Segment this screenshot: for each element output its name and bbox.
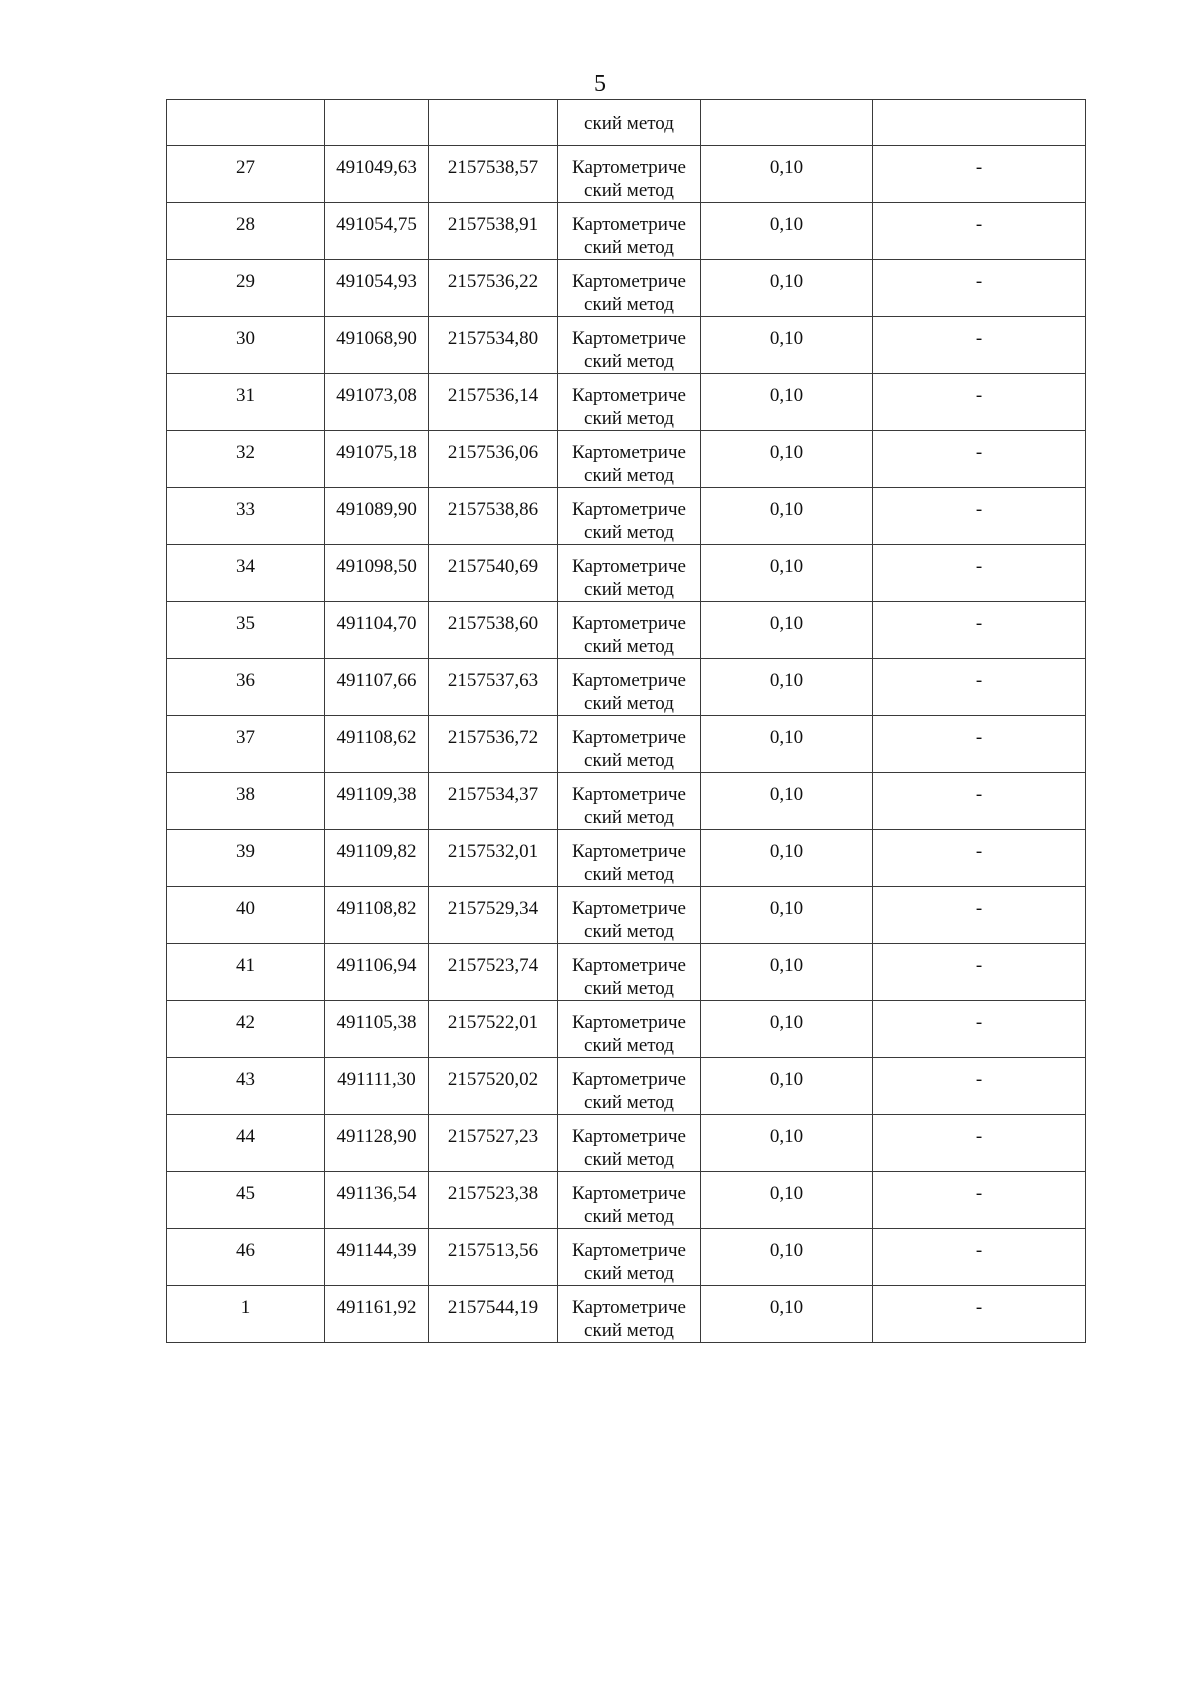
x-coordinate-cell: 491108,62 — [325, 716, 429, 773]
note-cell: - — [873, 1058, 1086, 1115]
method-text-line-2: ский метод — [584, 807, 674, 828]
note-cell: - — [873, 944, 1086, 1001]
method-cell — [558, 1001, 701, 1058]
y-coordinate-cell: 2157536,06 — [429, 431, 558, 488]
method-text-line-2: ский метод — [584, 294, 674, 315]
method-text-line-1: Картометриче — [572, 898, 686, 919]
point-number-cell: 40 — [167, 887, 325, 944]
note-cell: - — [873, 1172, 1086, 1229]
x-coordinate-cell: 491161,92 — [325, 1286, 429, 1343]
point-number-cell: 27 — [167, 146, 325, 203]
method-cell — [558, 317, 701, 374]
x-coordinate-cell: 491068,90 — [325, 317, 429, 374]
accuracy-cell: 0,10 — [701, 944, 873, 1001]
x-coordinate-cell: 491104,70 — [325, 602, 429, 659]
method-text-line-1: Картометриче — [572, 385, 686, 406]
method-text-line-1: Картометриче — [572, 1183, 686, 1204]
accuracy-cell: 0,10 — [701, 887, 873, 944]
table-row — [167, 602, 1086, 659]
x-coordinate-cell: 491073,08 — [325, 374, 429, 431]
x-coordinate-cell: 491089,90 — [325, 488, 429, 545]
method-text-line-1: Картометриче — [572, 1297, 686, 1318]
method-cell — [558, 602, 701, 659]
point-number-cell: 43 — [167, 1058, 325, 1115]
method-text-line-2: ский метод — [584, 351, 674, 372]
y-coordinate-cell: 2157538,60 — [429, 602, 558, 659]
accuracy-cell: 0,10 — [701, 545, 873, 602]
y-coordinate-cell: 2157538,57 — [429, 146, 558, 203]
table-row — [167, 488, 1086, 545]
table-row — [167, 887, 1086, 944]
x-coordinate-cell: 491108,82 — [325, 887, 429, 944]
method-text-line-2: ский метод — [584, 113, 674, 134]
point-number-cell: 42 — [167, 1001, 325, 1058]
point-number-cell: 28 — [167, 203, 325, 260]
method-text-line-2: ский метод — [584, 408, 674, 429]
x-coordinate-cell — [325, 100, 429, 146]
note-cell: - — [873, 773, 1086, 830]
accuracy-cell: 0,10 — [701, 317, 873, 374]
y-coordinate-cell: 2157538,86 — [429, 488, 558, 545]
accuracy-cell: 0,10 — [701, 1172, 873, 1229]
accuracy-cell: 0,10 — [701, 374, 873, 431]
accuracy-cell — [701, 100, 873, 146]
accuracy-cell: 0,10 — [701, 773, 873, 830]
method-text-line-1: Картометриче — [572, 1126, 686, 1147]
method-cell — [558, 830, 701, 887]
note-cell: - — [873, 374, 1086, 431]
method-cell — [558, 488, 701, 545]
method-cell — [558, 1229, 701, 1286]
x-coordinate-cell: 491107,66 — [325, 659, 429, 716]
point-number-cell: 34 — [167, 545, 325, 602]
x-coordinate-cell: 491136,54 — [325, 1172, 429, 1229]
accuracy-cell: 0,10 — [701, 1115, 873, 1172]
method-text-line-2: ский метод — [584, 465, 674, 486]
y-coordinate-cell: 2157523,74 — [429, 944, 558, 1001]
accuracy-cell: 0,10 — [701, 203, 873, 260]
x-coordinate-cell: 491049,63 — [325, 146, 429, 203]
table-row — [167, 374, 1086, 431]
point-number-cell: 1 — [167, 1286, 325, 1343]
accuracy-cell: 0,10 — [701, 146, 873, 203]
note-cell: - — [873, 1286, 1086, 1343]
table-row — [167, 203, 1086, 260]
point-number-cell: 37 — [167, 716, 325, 773]
method-text-line-1: Картометриче — [572, 499, 686, 520]
method-cell — [558, 100, 701, 146]
note-cell: - — [873, 317, 1086, 374]
note-cell: - — [873, 1001, 1086, 1058]
method-cell — [558, 1286, 701, 1343]
table-row — [167, 659, 1086, 716]
coordinates-table-body — [167, 100, 1086, 1343]
x-coordinate-cell: 491075,18 — [325, 431, 429, 488]
note-cell: - — [873, 260, 1086, 317]
method-cell — [558, 1058, 701, 1115]
y-coordinate-cell: 2157527,23 — [429, 1115, 558, 1172]
method-cell — [558, 374, 701, 431]
method-text-line-2: ский метод — [584, 1035, 674, 1056]
y-coordinate-cell: 2157536,72 — [429, 716, 558, 773]
method-cell — [558, 887, 701, 944]
method-text-line-1: Картометриче — [572, 955, 686, 976]
method-text-line-2: ский метод — [584, 180, 674, 201]
y-coordinate-cell — [429, 100, 558, 146]
x-coordinate-cell: 491109,82 — [325, 830, 429, 887]
x-coordinate-cell: 491054,93 — [325, 260, 429, 317]
note-cell: - — [873, 431, 1086, 488]
method-text-line-1: Картометриче — [572, 1069, 686, 1090]
point-number-cell: 36 — [167, 659, 325, 716]
method-text-line-1: Картометриче — [572, 271, 686, 292]
accuracy-cell: 0,10 — [701, 1286, 873, 1343]
y-coordinate-cell: 2157538,91 — [429, 203, 558, 260]
accuracy-cell: 0,10 — [701, 431, 873, 488]
note-cell: - — [873, 716, 1086, 773]
method-text-line-2: ский метод — [584, 1092, 674, 1113]
method-cell — [558, 146, 701, 203]
point-number-cell: 32 — [167, 431, 325, 488]
point-number-cell — [167, 100, 325, 146]
y-coordinate-cell: 2157540,69 — [429, 545, 558, 602]
method-text-line-1: Картометриче — [572, 214, 686, 235]
note-cell: - — [873, 146, 1086, 203]
method-text-line-1: Картометриче — [572, 1240, 686, 1261]
y-coordinate-cell: 2157544,19 — [429, 1286, 558, 1343]
method-cell — [558, 1115, 701, 1172]
method-cell — [558, 545, 701, 602]
y-coordinate-cell: 2157520,02 — [429, 1058, 558, 1115]
x-coordinate-cell: 491128,90 — [325, 1115, 429, 1172]
point-number-cell: 41 — [167, 944, 325, 1001]
point-number-cell: 44 — [167, 1115, 325, 1172]
method-cell — [558, 659, 701, 716]
y-coordinate-cell: 2157529,34 — [429, 887, 558, 944]
accuracy-cell: 0,10 — [701, 659, 873, 716]
method-text-line-1: Картометриче — [572, 1012, 686, 1033]
accuracy-cell: 0,10 — [701, 830, 873, 887]
method-text-line-1: Картометриче — [572, 442, 686, 463]
method-text-line-1: Картометриче — [572, 670, 686, 691]
method-text-line-2: ский метод — [584, 522, 674, 543]
method-text-line-2: ский метод — [584, 693, 674, 714]
x-coordinate-cell: 491098,50 — [325, 545, 429, 602]
x-coordinate-cell: 491111,30 — [325, 1058, 429, 1115]
coordinates-table — [166, 99, 1086, 1343]
method-cell — [558, 203, 701, 260]
note-cell: - — [873, 488, 1086, 545]
note-cell: - — [873, 545, 1086, 602]
y-coordinate-cell: 2157536,22 — [429, 260, 558, 317]
point-number-cell: 38 — [167, 773, 325, 830]
accuracy-cell: 0,10 — [701, 716, 873, 773]
method-text-line-1: Картометриче — [572, 841, 686, 862]
method-text-line-2: ский метод — [584, 1206, 674, 1227]
method-text-line-2: ский метод — [584, 978, 674, 999]
method-cell — [558, 260, 701, 317]
accuracy-cell: 0,10 — [701, 602, 873, 659]
point-number-cell: 31 — [167, 374, 325, 431]
x-coordinate-cell: 491109,38 — [325, 773, 429, 830]
method-cell — [558, 1172, 701, 1229]
x-coordinate-cell: 491144,39 — [325, 1229, 429, 1286]
y-coordinate-cell: 2157522,01 — [429, 1001, 558, 1058]
point-number-cell: 33 — [167, 488, 325, 545]
accuracy-cell: 0,10 — [701, 488, 873, 545]
method-text-line-2: ский метод — [584, 579, 674, 600]
note-cell — [873, 100, 1086, 146]
method-cell — [558, 944, 701, 1001]
method-cell — [558, 431, 701, 488]
table-row — [167, 317, 1086, 374]
y-coordinate-cell: 2157537,63 — [429, 659, 558, 716]
method-text-line-2: ский метод — [584, 237, 674, 258]
method-text-line-1: Картометриче — [572, 613, 686, 634]
table-row — [167, 830, 1086, 887]
method-text-line-1: Картометриче — [572, 328, 686, 349]
method-text-line-2: ский метод — [584, 921, 674, 942]
note-cell: - — [873, 659, 1086, 716]
method-cell — [558, 716, 701, 773]
accuracy-cell: 0,10 — [701, 1001, 873, 1058]
point-number-cell: 46 — [167, 1229, 325, 1286]
table-row — [167, 260, 1086, 317]
table-row — [167, 545, 1086, 602]
method-text-line-2: ский метод — [584, 1263, 674, 1284]
point-number-cell: 35 — [167, 602, 325, 659]
note-cell: - — [873, 887, 1086, 944]
note-cell: - — [873, 203, 1086, 260]
table-row — [167, 1115, 1086, 1172]
table-row — [167, 716, 1086, 773]
point-number-cell: 39 — [167, 830, 325, 887]
accuracy-cell: 0,10 — [701, 1229, 873, 1286]
table-row — [167, 146, 1086, 203]
note-cell: - — [873, 830, 1086, 887]
y-coordinate-cell: 2157534,80 — [429, 317, 558, 374]
point-number-cell: 29 — [167, 260, 325, 317]
y-coordinate-cell: 2157513,56 — [429, 1229, 558, 1286]
note-cell: - — [873, 1115, 1086, 1172]
note-cell: - — [873, 602, 1086, 659]
table-row — [167, 1001, 1086, 1058]
y-coordinate-cell: 2157532,01 — [429, 830, 558, 887]
method-text-line-2: ский метод — [584, 636, 674, 657]
method-text-line-1: Картометриче — [572, 556, 686, 577]
method-text-line-1: Картометриче — [572, 784, 686, 805]
point-number-cell: 30 — [167, 317, 325, 374]
method-cell — [558, 773, 701, 830]
accuracy-cell: 0,10 — [701, 1058, 873, 1115]
table-row — [167, 944, 1086, 1001]
y-coordinate-cell: 2157534,37 — [429, 773, 558, 830]
y-coordinate-cell: 2157536,14 — [429, 374, 558, 431]
method-text-line-2: ский метод — [584, 864, 674, 885]
table-row — [167, 1286, 1086, 1343]
table-row — [167, 1058, 1086, 1115]
method-text-line-2: ский метод — [584, 1149, 674, 1170]
x-coordinate-cell: 491106,94 — [325, 944, 429, 1001]
method-text-line-1: Картометриче — [572, 727, 686, 748]
table-row-continued — [167, 100, 1086, 146]
accuracy-cell: 0,10 — [701, 260, 873, 317]
method-text-line-2: ский метод — [584, 750, 674, 771]
x-coordinate-cell: 491105,38 — [325, 1001, 429, 1058]
method-text-line-2: ский метод — [584, 1320, 674, 1341]
table-row — [167, 1172, 1086, 1229]
table-row — [167, 431, 1086, 488]
page-number: 5 — [594, 71, 606, 97]
method-text-line-1: Картометриче — [572, 157, 686, 178]
table-row — [167, 1229, 1086, 1286]
x-coordinate-cell: 491054,75 — [325, 203, 429, 260]
table-row — [167, 773, 1086, 830]
note-cell: - — [873, 1229, 1086, 1286]
y-coordinate-cell: 2157523,38 — [429, 1172, 558, 1229]
point-number-cell: 45 — [167, 1172, 325, 1229]
